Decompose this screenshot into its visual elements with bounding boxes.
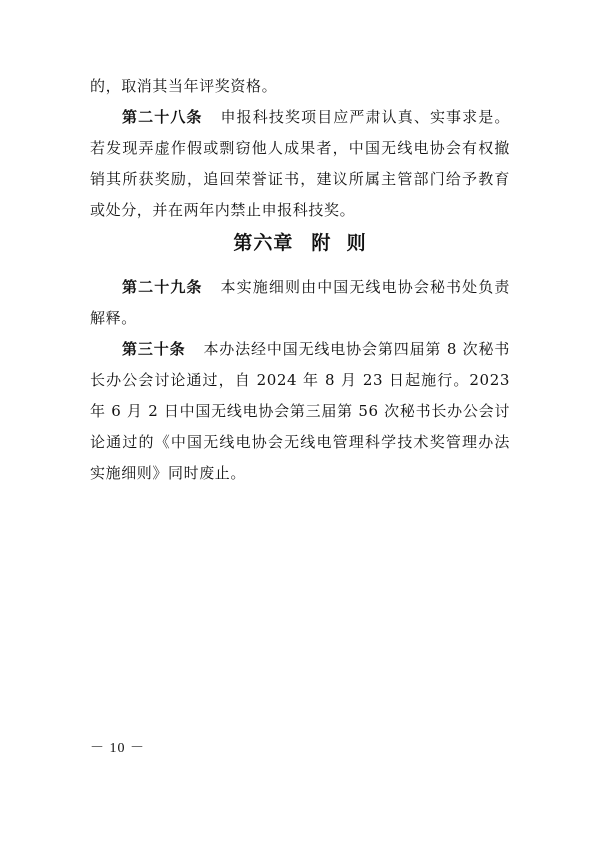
article-30-label: 第三十条 <box>122 340 186 358</box>
chapter-heading <box>90 228 510 255</box>
article-28-text: 申报科技奖项目应严肃认真、实事求是。若发现弄虚作假或剽窃他人成果者，中国无线电协会有权撤销其所获奖励，追回荣誉证书，建议所属主管部门给予教育或处分，并在两年内禁止申报科技奖。 <box>90 108 510 219</box>
article-30-paragraph <box>90 334 510 489</box>
article-29-paragraph <box>90 272 510 334</box>
chapter-number: 第六章 <box>233 232 294 254</box>
article-28-label: 第二十八条 <box>122 108 203 126</box>
article-29-label: 第二十九条 <box>122 278 203 296</box>
chapter-title: 附 则 <box>311 232 367 254</box>
lower-text-block <box>90 272 510 489</box>
upper-text-block <box>90 71 510 226</box>
article-29-text: 本实施细则由中国无线电协会秘书处负责解释。 <box>90 278 510 327</box>
continuation-paragraph: 的，取消其当年评奖资格。 <box>90 77 278 95</box>
article-28-paragraph <box>90 102 510 226</box>
page-number: － 10 － <box>90 741 145 756</box>
article-30-text: 本办法经中国无线电协会第四届第 8 次秘书长办公会讨论通过，自 2024 年 8 月 23 日起施行。2023 年 6 月 2 日中国无线电协会第三届第 56 次秘书长办公会讨论通过的《中国无线电协会无线电管理科学技术奖管理办法实施细则》同时废止。 <box>90 340 510 482</box>
